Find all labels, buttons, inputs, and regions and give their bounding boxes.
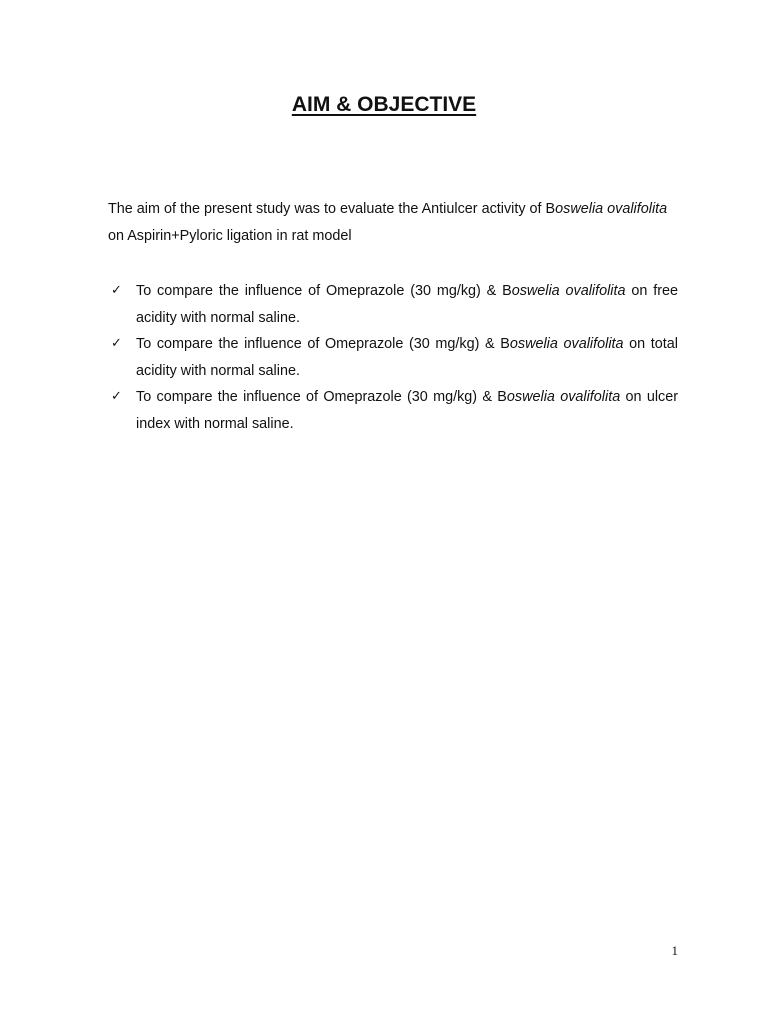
- objective-species-name: oswelia ovalifolita: [509, 336, 624, 352]
- page-title: AIM & OBJECTIVE: [291, 93, 477, 116]
- aim-species-name: oswelia ovalifolita: [555, 201, 668, 218]
- checkmark-icon: ✓: [111, 336, 122, 351]
- objective-text-tail: on total acidity with normal saline.: [136, 336, 678, 379]
- objective-text-lead: To compare the influence of Omeprazole (30 mg/kg) & B: [136, 389, 507, 405]
- aim-text-lead: The aim of the present study was to evaluate the Antiulcer activity of B: [108, 201, 556, 218]
- objectives-list: [108, 278, 678, 437]
- checkmark-icon: ✓: [111, 389, 122, 404]
- objective-text-tail: on ulcer index with normal saline.: [136, 389, 679, 432]
- objective-text-lead: To compare the influence of Omeprazole (30 mg/kg) & B: [136, 283, 512, 299]
- objective-text-lead: To compare the influence of Omeprazole (30 mg/kg) & B: [136, 336, 510, 352]
- aim-paragraph: [108, 196, 678, 250]
- objective-item: [108, 278, 678, 331]
- objective-item: [108, 331, 678, 384]
- page-number: 1: [671, 943, 678, 958]
- checkmark-icon: ✓: [111, 283, 122, 298]
- objective-species-name: oswelia ovalifolita: [511, 283, 626, 299]
- objective-text-tail: on free acidity with normal saline.: [136, 283, 678, 326]
- aim-text-tail: on Aspirin+Pyloric ligation in rat model: [108, 228, 352, 245]
- objective-species-name: oswelia ovalifolita: [506, 389, 621, 405]
- objective-item: [108, 384, 678, 437]
